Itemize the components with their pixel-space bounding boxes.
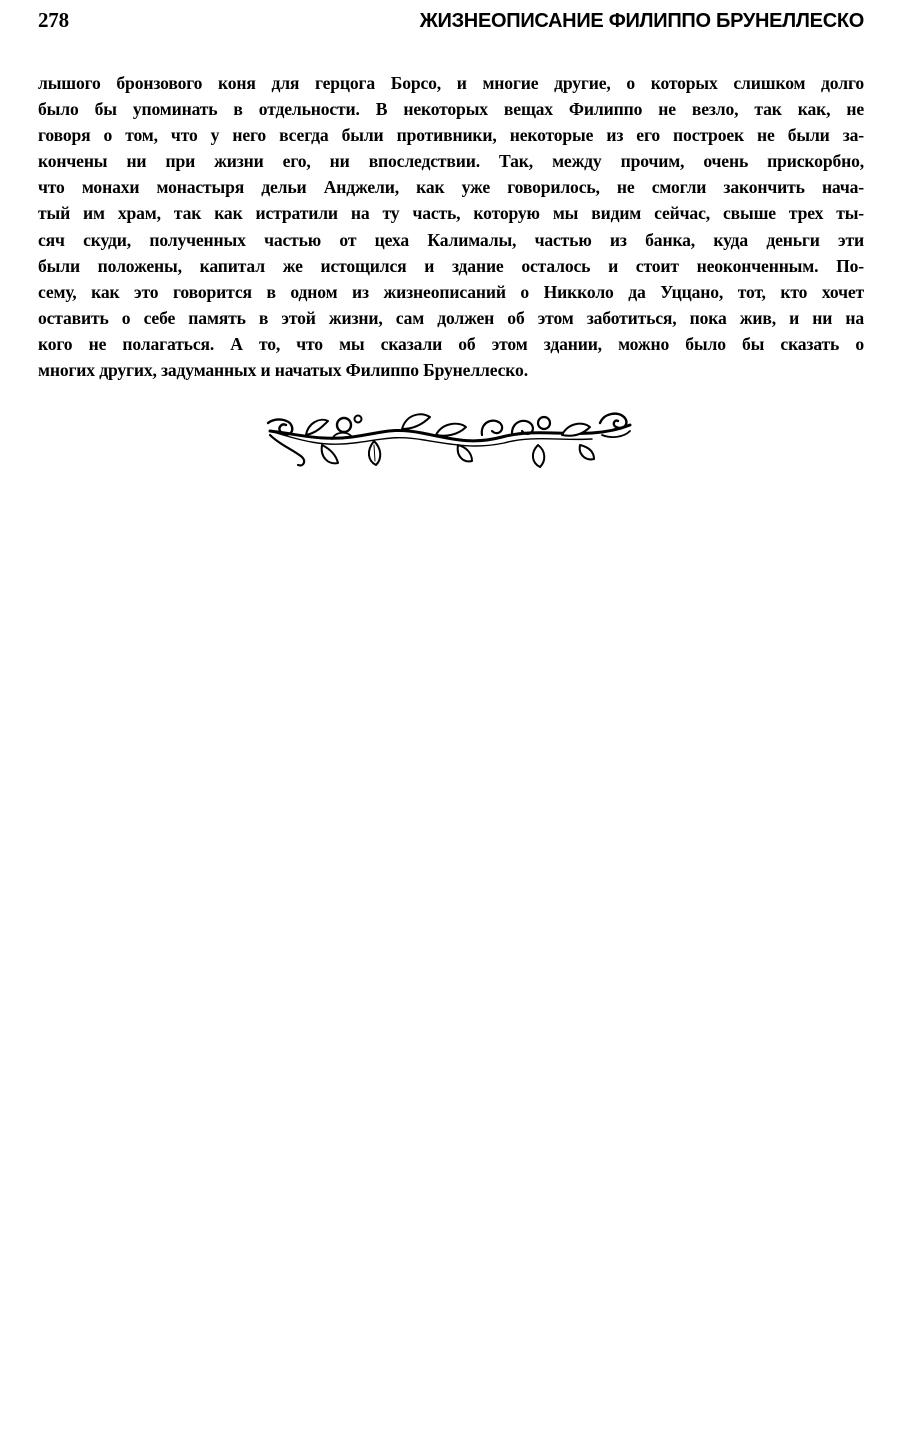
text-line: кончены ни при жизни его, ни впоследствии. Так, между прочим, очень прискорбно,: [38, 151, 864, 172]
text-line: что монахи монастыря дельи Анджели, как уже говорилось, не смогли закончить нача-: [38, 177, 864, 198]
text-line: лышого бронзового коня для герцога Борсо, и многие другие, о которых слишком долго: [38, 73, 864, 93]
text-line: было бы упоминать в отдельности. В некоторых вещах Филиппо не везло, так как, не: [38, 99, 864, 120]
floral-vine-ornament-icon: [262, 405, 636, 471]
page-header: [38, 8, 864, 38]
page-number: 278: [38, 8, 69, 32]
text-line: кого не полагаться. А то, что мы сказали об этом здании, можно было бы сказать о: [38, 333, 864, 354]
text-line: сему, как это говорится в одном из жизнеописаний о Никколо да Уццано, тот, кто хочет: [38, 281, 864, 302]
running-title: ЖИЗНЕОПИСАНИЕ ФИЛИППО БРУНЕЛЛЕСКО: [419, 10, 864, 32]
body-paragraph: [38, 70, 864, 383]
text-line: оставить о себе память в этой жизни, сам должен об этом заботиться, пока жив, и ни на: [38, 307, 864, 328]
text-line: сяч скуди, полученных частью от цеха Калималы, частью из банка, куда деньги эти: [38, 229, 864, 250]
text-line: были положены, капитал же истощился и здание осталось и стоит неоконченным. По-: [38, 255, 864, 276]
text-line: многих других, задуманных и начатых Филиппо Брунеллеско.: [38, 360, 528, 381]
text-line: говоря о том, что у него всегда были противники, некоторые из его построек не были за-: [38, 125, 864, 146]
text-line: тый им храм, так как истратили на ту часть, которую мы видим сейчас, свыше трех ты-: [38, 203, 864, 224]
